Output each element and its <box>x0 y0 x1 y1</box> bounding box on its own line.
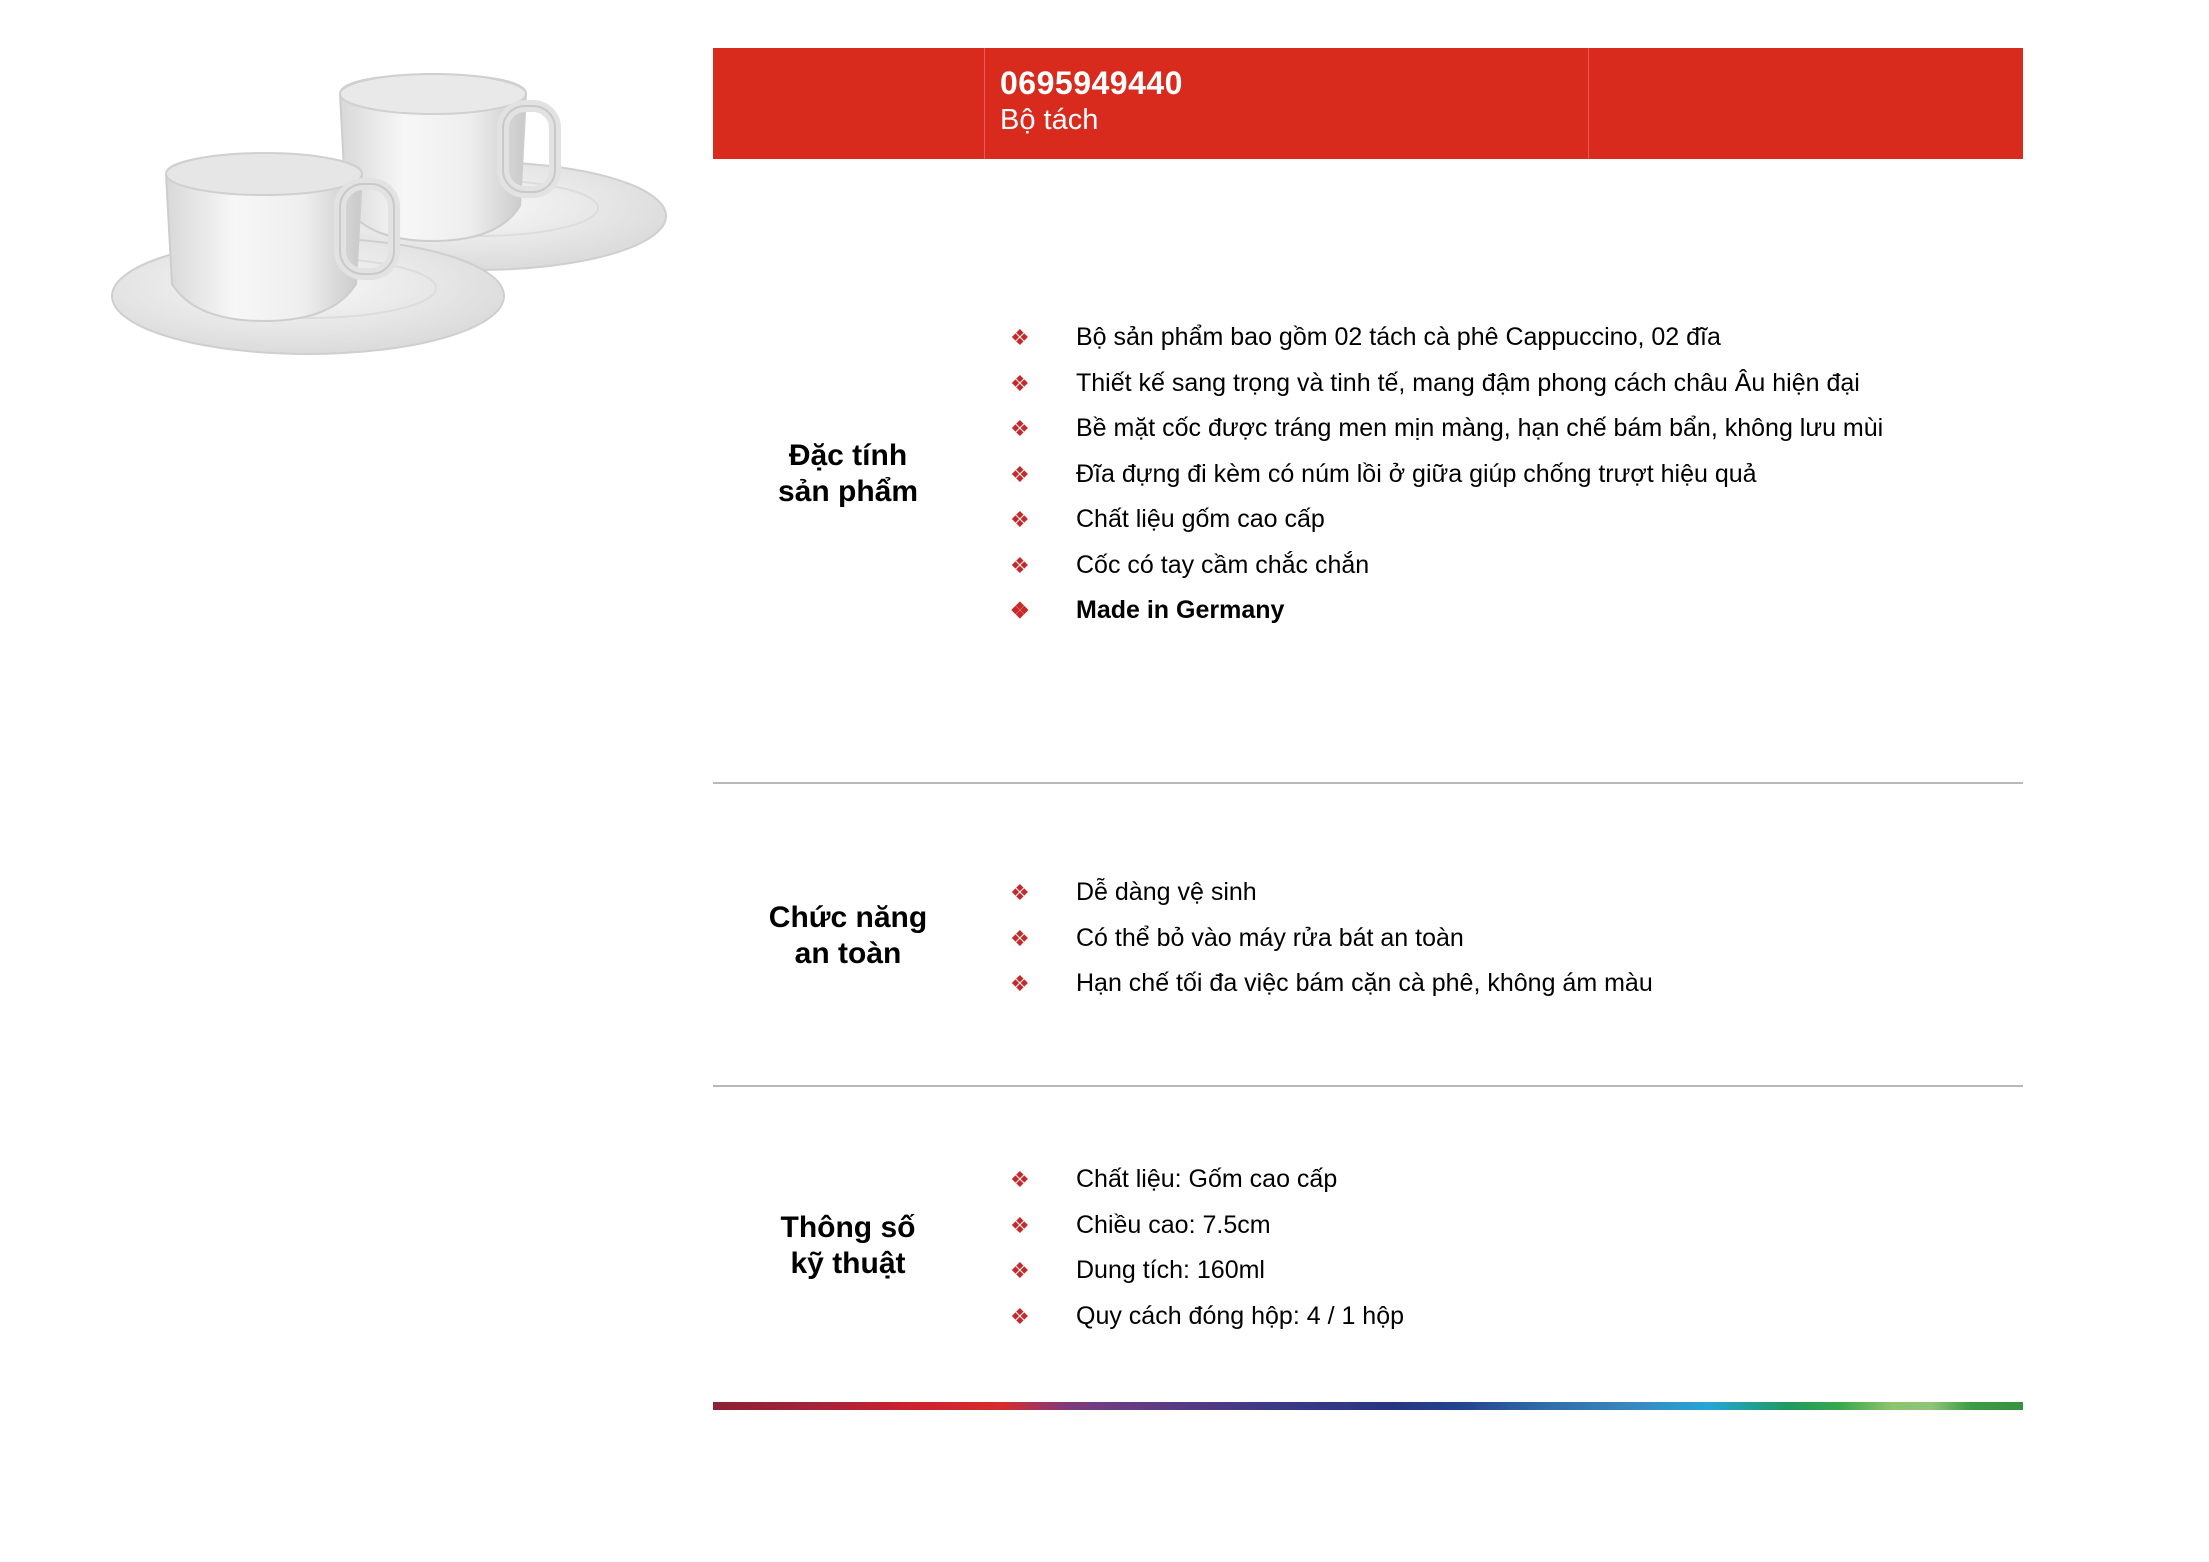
list-item-text: Đĩa đựng đi kèm có núm lồi ở giữa giúp chống trượt hiệu quả <box>1076 459 1757 488</box>
bullet-icon: ❖ <box>1010 880 1030 905</box>
list-item <box>1010 413 1883 459</box>
section-title-specs <box>713 1210 983 1282</box>
product-name: Bộ tách <box>1000 104 1099 136</box>
list-item-text: Bộ sản phẩm bao gồm 02 tách cà phê Cappuccino, 02 đĩa <box>1076 323 1721 351</box>
section-title-line: kỹ thuật <box>790 1247 906 1280</box>
bullet-icon: ❖ <box>1010 598 1030 623</box>
bullet-icon: ❖ <box>1010 370 1030 396</box>
list-item-text: Dễ dàng vệ sinh <box>1076 878 1257 906</box>
list-item <box>1010 459 1883 505</box>
list-item-text: Hạn chế tối đa việc bám cặn cà phê, không ám màu <box>1076 969 1653 997</box>
list-item <box>1010 1301 1404 1347</box>
list-item-text: Thiết kế sang trọng và tinh tế, mang đậm phong cách châu Âu hiện đại <box>1076 368 1860 397</box>
bullet-icon: ❖ <box>1010 971 1030 996</box>
list-item <box>1010 968 1653 1014</box>
bullet-icon: ❖ <box>1010 461 1030 487</box>
list-item <box>1010 322 1883 368</box>
bullet-icon: ❖ <box>1010 1303 1030 1329</box>
section-divider <box>713 782 2023 784</box>
list-item <box>1010 368 1883 414</box>
list-item <box>1010 923 1653 969</box>
bullet-icon: ❖ <box>1010 507 1030 532</box>
product-image <box>78 56 668 376</box>
bullet-icon: ❖ <box>1010 1212 1030 1238</box>
list-item <box>1010 1255 1404 1301</box>
bullet-icon: ❖ <box>1010 925 1030 951</box>
bullet-icon: ❖ <box>1010 552 1030 578</box>
bullet-icon: ❖ <box>1010 325 1030 350</box>
section-title-features <box>713 438 983 510</box>
list-item <box>1010 550 1883 596</box>
list-item-text: Dung tích: 160ml <box>1076 1256 1265 1284</box>
list-item-text: Quy cách đóng hộp: 4 / 1 hộp <box>1076 1301 1405 1330</box>
section-divider <box>713 1085 2023 1087</box>
footer-color-stripe <box>713 1402 2023 1410</box>
section-title-line: Chức năng <box>768 901 928 934</box>
list-item <box>1010 877 1653 923</box>
list-item-text: Made in Germany <box>1076 596 1285 624</box>
bullet-icon: ❖ <box>1010 1258 1030 1283</box>
list-item-text: Chiều cao: 7.5cm <box>1076 1210 1271 1239</box>
list-item <box>1010 504 1883 550</box>
list-item <box>1010 1210 1404 1256</box>
list-item-text: Chất liệu: Gốm cao cấp <box>1076 1165 1338 1193</box>
list-item <box>1010 595 1883 641</box>
header-divider <box>1588 48 1589 159</box>
bullet-icon: ❖ <box>1010 416 1030 441</box>
product-header <box>713 48 2023 159</box>
features-list <box>1010 322 1883 641</box>
section-title-safety <box>713 900 983 972</box>
list-item-text: Chất liệu gốm cao cấp <box>1076 505 1325 533</box>
product-code: 0695949440 <box>1000 65 1183 101</box>
list-item-text: Cốc có tay cầm chắc chắn <box>1076 550 1370 579</box>
list-item-text: Bề mặt cốc được tráng men mịn màng, hạn chế bám bẩn, không lưu mùi <box>1076 414 1884 442</box>
header-divider <box>984 48 985 159</box>
section-title-line: Đặc tính <box>788 439 908 472</box>
specs-list <box>1010 1164 1404 1346</box>
section-title-line: an toàn <box>794 937 902 970</box>
safety-list <box>1010 877 1653 1014</box>
list-item <box>1010 1164 1404 1210</box>
section-title-line: Thông số <box>780 1211 916 1244</box>
list-item-text: Có thể bỏ vào máy rửa bát an toàn <box>1076 923 1464 952</box>
section-title-line: sản phẩm <box>777 475 919 508</box>
bullet-icon: ❖ <box>1010 1167 1030 1192</box>
